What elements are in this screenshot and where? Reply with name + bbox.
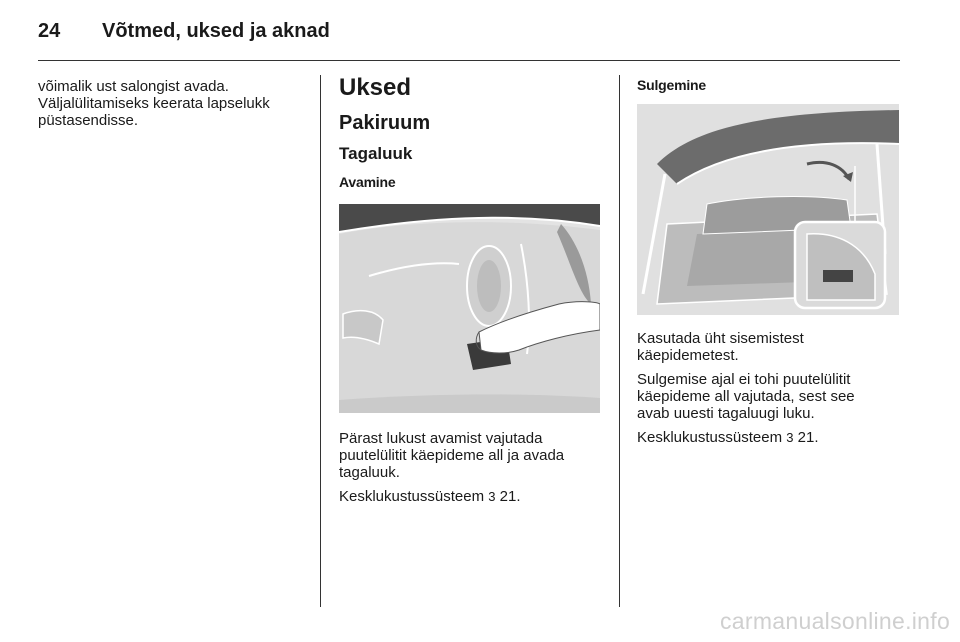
column-3-headings [637, 74, 902, 94]
text-line: Sulgemise ajal ei tohi puutelülitit [637, 371, 851, 388]
text-line: Kasutada üht sisemistest [637, 330, 804, 347]
chapter-title: Võtmed, uksed ja aknad [102, 20, 330, 42]
closing-instructions [637, 330, 902, 446]
watermark: carmanualsonline.info [720, 608, 951, 634]
text-line: püstasendisse. [38, 112, 139, 129]
column-divider-2 [619, 75, 620, 607]
open-tailgate-illustration [637, 104, 899, 315]
column-2-headings [339, 74, 604, 191]
section-title: Uksed [339, 74, 412, 101]
text-line: võimalik ust salongist avada. [38, 78, 229, 95]
subsection-title: Pakiruum [339, 112, 431, 134]
reference-text: Kesklukustussüsteem [339, 488, 485, 505]
column-1-text [38, 78, 298, 129]
text-line: puutelülitit käepideme all ja avada [339, 447, 565, 464]
cross-reference[interactable] [637, 429, 902, 446]
text-line: käepidemetest. [637, 347, 739, 364]
opening-instructions [339, 430, 604, 505]
text-line: avab uuesti tagaluugi luku. [637, 405, 815, 422]
text-line: Pärast lukust avamist vajutada [339, 430, 543, 447]
text-line: käepideme all vajutada, sest see [637, 388, 855, 405]
closing-heading: Sulgemine [637, 77, 706, 93]
reference-text: Kesklukustussüsteem [637, 429, 783, 446]
header-divider [38, 60, 900, 61]
reference-page: 21. [797, 429, 819, 446]
text-line: tagaluuk. [339, 464, 400, 481]
reference-arrow-icon: 3 [786, 430, 794, 445]
tailgate-handle-illustration [339, 204, 600, 413]
text-line: Väljalülitamiseks keerata lapselukk [38, 95, 270, 112]
subsubsection-title: Tagaluuk [339, 144, 413, 163]
closing-warning [637, 371, 902, 422]
opening-heading: Avamine [339, 174, 396, 190]
tailgate-handle-drawing [339, 204, 600, 413]
open-tailgate-drawing [637, 104, 899, 315]
reference-page: 21. [499, 488, 521, 505]
cross-reference[interactable] [339, 488, 604, 505]
page-number: 24 [38, 20, 61, 42]
reference-arrow-icon: 3 [488, 489, 496, 504]
column-divider-1 [320, 75, 321, 607]
